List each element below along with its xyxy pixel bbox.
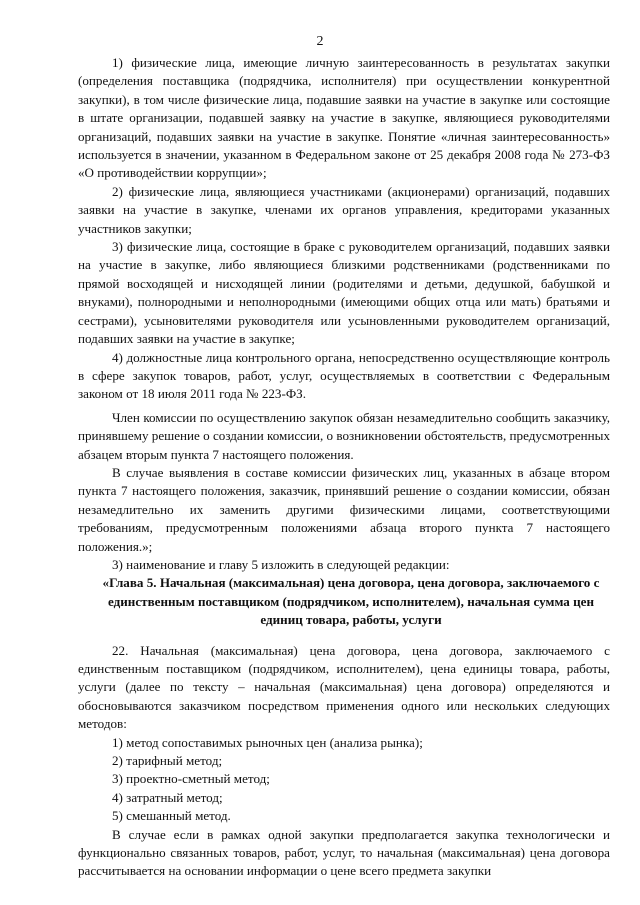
methods-list [78, 734, 610, 826]
amendment-paragraph: 3) наименование и главу 5 изложить в следующей редакции: [112, 556, 450, 572]
list-item: 2) тарифный метод; [112, 753, 223, 769]
paragraph-spacer [78, 630, 610, 642]
body-paragraph: В случае выявления в составе комиссии физических лиц, указанных в абзаце втором пункта 7 настоящего положения, заказчик, принявший решение о создании комиссии, обязан незамедлительно их заменить другими физическими лицами, соответствующими требованиям, предусмотренным положениями абзаца второго пункта 7 настоящего положения.»; [78, 464, 610, 554]
list-item: 5) смешанный метод. [112, 808, 231, 824]
list-item: 4) затратный метод; [112, 789, 223, 805]
document-body [78, 54, 610, 881]
list-item: 1) метод сопоставимых рыночных цен (анализа рынка); [112, 734, 423, 750]
section-22-paragraph: 22. Начальная (максимальная) цена договора, цена договора, заключаемого с единственным поставщиком (подрядчиком, исполнителем), цена единицы товара, работы, услуги (далее по тексту – начальная (максимальная) цена договора) определяются и обосновываются заказчиком посредством применения одного или нескольких следующих методов: [78, 642, 610, 732]
final-paragraph: В случае если в рамках одной закупки предполагается закупка технологически и функционально связанных товаров, работ, услуг, то начальная (максимальная) цена договора рассчитывается на основании информации о цене всего предмета закупки [78, 826, 610, 879]
clause-paragraph: 4) должностные лица контрольного органа, непосредственно осуществляющие контроль в сфере закупок товаров, работ, услуг, осуществляемых в соответствии с Федеральным законом от 18 июля 2011 года № 223-ФЗ. [78, 349, 610, 402]
clause-paragraph: 3) физические лица, состоящие в браке с руководителем организаций, подавших заявки на участие в закупке, либо являющиеся близкими родственниками (родственниками по прямой восходящей и нисходящей линии (родителями и детьми, дедушкой, бабушкой и внуками), полнородными и неполнородными (имеющими общих отца или мать) братьями и сестрами), усыновителями руководителя или усыновленными руководителем организаций, подавших заявки на участие в закупке; [78, 239, 610, 347]
body-paragraph: Член комиссии по осуществлению закупок обязан незамедлительно сообщить заказчику, принявшему решение о создании комиссии, о возникновении обстоятельств, предусмотренных абзацем вторым пункта 7 настоящего положения. [78, 409, 610, 462]
page-number: 2 [316, 34, 324, 49]
clause-paragraph: 2) физические лица, являющиеся участниками (акционерами) организаций, подавших заявки на участие в закупке, членами их органов управления, кредиторами указанных участников закупки; [78, 183, 610, 236]
clause-paragraph: 1) физические лица, имеющие личную заинтересованность в результатах закупки (определения поставщика (подрядчика, исполнителя) при осуществлении конкурентной закупки), в том числе физические лица, подавшие заявки на участие в закупке или состоящие в штате организации, подавшей заявку на участие в закупке, являющиеся руководителями организаций, подавших заявки на участие в закупке. Понятие «личная заинтересованность» используется в значении, указанном в Федеральном законе от 25 декабря 2008 года № 273-ФЗ «О противодействии коррупции»; [78, 55, 610, 181]
chapter-heading: «Глава 5. Начальная (максимальная) цена договора, цена договора, заключаемого с единственным поставщиком (подрядчиком, исполнителем), начальная сумма цен единиц товара, работы, услуги [102, 575, 600, 628]
list-item: 3) проектно-сметный метод; [112, 771, 270, 787]
